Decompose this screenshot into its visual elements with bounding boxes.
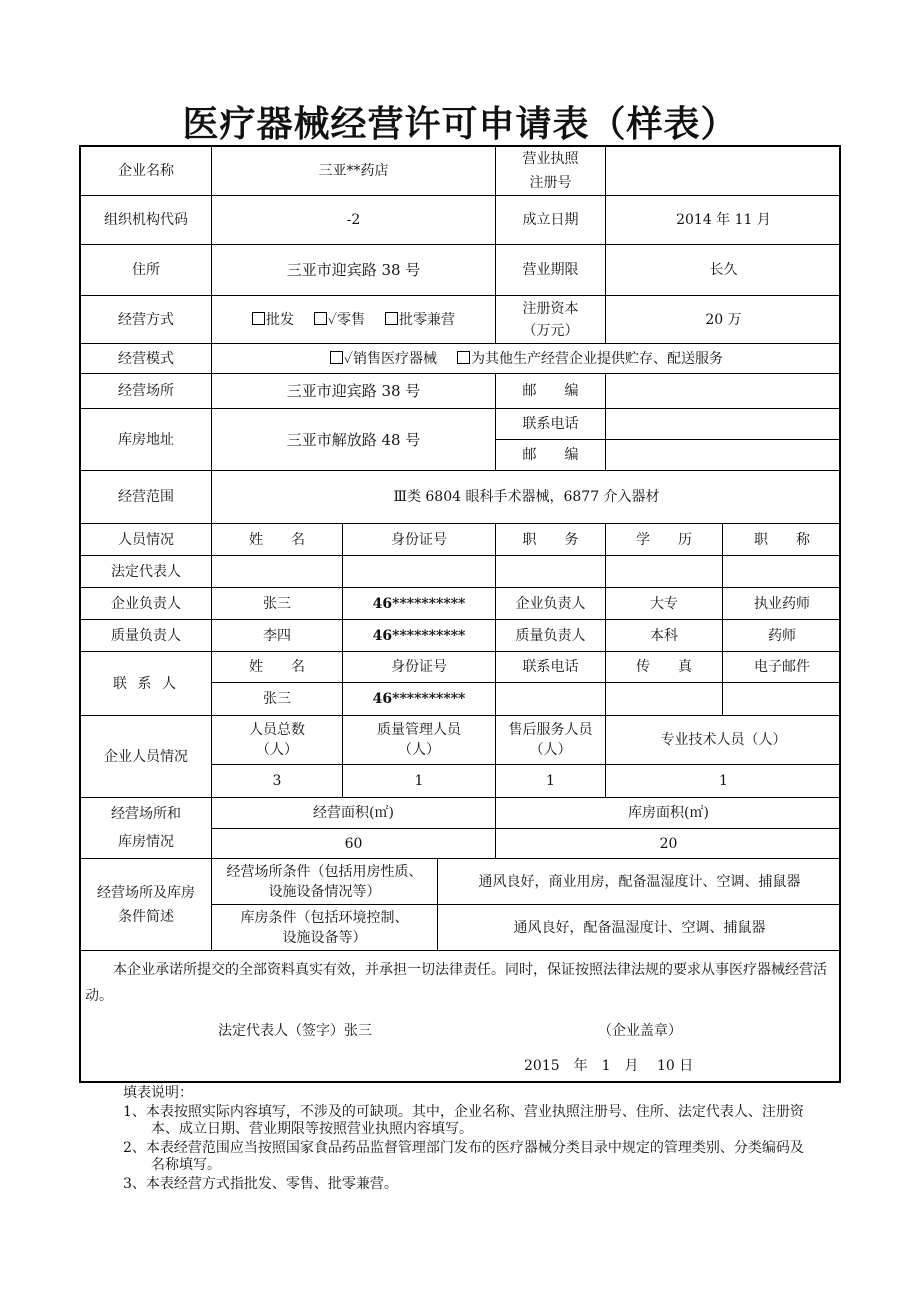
label-est-date: 成立日期 <box>496 196 606 245</box>
label-personnel: 人员情况 <box>81 524 212 556</box>
label-contact: 联 系 人 <box>81 652 212 716</box>
personnel-row-enterprise-head: 企业负责人 <box>81 588 212 620</box>
value-est-date: 2014 年 11 月 <box>606 196 841 245</box>
table-cell <box>606 556 723 588</box>
value-warehouse-postcode <box>606 440 841 471</box>
table-cell: 药师 <box>723 620 841 652</box>
area-header-business: 经营面积(㎡) <box>212 798 496 829</box>
table-cell <box>723 683 841 716</box>
personnel-header-id: 身份证号 <box>343 524 496 556</box>
label-scope: 经营范围 <box>81 471 212 524</box>
label-warehouse-postcode: 邮 编 <box>496 440 606 471</box>
staff-header-total: 人员总数 （人） <box>212 716 343 765</box>
table-cell: 46********** <box>343 588 496 620</box>
staff-value-quality: 1 <box>343 765 496 798</box>
staff-header-aftersales: 售后服务人员 （人） <box>496 716 606 765</box>
label-warehouse: 库房地址 <box>81 409 212 471</box>
label-premises: 经营场所 <box>81 374 212 409</box>
checkbox-icon <box>457 351 470 364</box>
table-cell: 46********** <box>343 620 496 652</box>
checkbox-icon <box>314 312 327 325</box>
application-form-table <box>79 145 841 1083</box>
value-premises-postcode <box>606 374 841 409</box>
condition-label-warehouse: 库房条件（包括环境控制、 设施设备等） <box>212 905 438 951</box>
checkbox-icon <box>330 351 343 364</box>
table-cell: 李四 <box>212 620 343 652</box>
staff-value-aftersales: 1 <box>496 765 606 798</box>
form-title: 医疗器械经营许可申请表（样表） <box>182 104 738 145</box>
personnel-header-position: 职 务 <box>496 524 606 556</box>
table-cell <box>496 556 606 588</box>
value-scope: Ⅲ类 6804 眼科手术器械，6877 介入器材 <box>212 471 841 524</box>
model-option-sales[interactable]: ✓销售医疗器械 <box>330 349 437 369</box>
table-cell: 大专 <box>606 588 723 620</box>
value-warehouse-phone <box>606 409 841 440</box>
checkbox-icon <box>385 312 398 325</box>
table-cell <box>606 683 723 716</box>
value-org-code: -2 <box>212 196 496 245</box>
condition-label-premises: 经营场所条件（包括用房性质、 设施设备情况等） <box>212 859 438 905</box>
contact-header-name: 姓 名 <box>212 652 343 683</box>
personnel-header-name: 姓 名 <box>212 524 343 556</box>
area-value-business: 60 <box>212 829 496 859</box>
contact-header-fax: 传 真 <box>606 652 723 683</box>
mode-options <box>212 296 496 344</box>
label-company-name: 企业名称 <box>81 147 212 196</box>
label-address: 住所 <box>81 245 212 296</box>
label-mode: 经营方式 <box>81 296 212 344</box>
label-org-code: 组织机构代码 <box>81 196 212 245</box>
table-cell: 张三 <box>212 588 343 620</box>
table-cell: 本科 <box>606 620 723 652</box>
contact-header-email: 电子邮件 <box>723 652 841 683</box>
label-conditions-section: 经营场所及库房 条件简述 <box>81 859 212 951</box>
mode-option-wholesale[interactable]: 批发 <box>252 310 294 330</box>
declaration-text: 本企业承诺所提交的全部资料真实有效，并承担一切法律责任。同时，保证按照法律法规的要求从事医疗器械经营活动。 <box>85 962 827 1004</box>
condition-value-premises: 通风良好，商业用房，配备温湿度计、空调、捕鼠器 <box>438 859 841 905</box>
value-reg-capital: 20 万 <box>606 296 841 344</box>
label-license-no: 营业执照 注册号 <box>496 147 606 196</box>
table-cell: 执业药师 <box>723 588 841 620</box>
area-header-warehouse: 库房面积(㎡) <box>496 798 841 829</box>
label-area-section: 经营场所和 库房情况 <box>81 798 212 859</box>
note-item: 2、本表经营范围应当按照国家食品药品监督管理部门发布的医疗器械分类目录中规定的管理类别、分类编码及名称填写。 <box>123 1140 804 1173</box>
staff-header-quality: 质量管理人员 （人） <box>343 716 496 765</box>
contact-header-id: 身份证号 <box>343 652 496 683</box>
contact-header-phone: 联系电话 <box>496 652 606 683</box>
label-reg-capital: 注册资本 （万元） <box>496 296 606 344</box>
mode-option-retail[interactable]: ✓零售 <box>314 310 365 330</box>
note-item: 1、本表按照实际内容填写，不涉及的可缺项。其中，企业名称、营业执照注册号、住所、法定代表人、注册资本、成立日期、营业期限等按照营业执照内容填写。 <box>123 1104 804 1137</box>
note-item: 3、本表经营方式指批发、零售、批零兼营。 <box>123 1176 398 1192</box>
filling-notes <box>123 1085 813 1195</box>
company-seal: （企业盖章） <box>598 1023 682 1039</box>
table-cell: 企业负责人 <box>496 588 606 620</box>
label-staff: 企业人员情况 <box>81 716 212 798</box>
table-cell <box>343 556 496 588</box>
condition-value-warehouse: 通风良好，配备温湿度计、空调、捕鼠器 <box>438 905 841 951</box>
label-model: 经营模式 <box>81 344 212 374</box>
value-license-no <box>606 147 841 196</box>
check-mark-icon: ✓ <box>327 311 338 328</box>
value-premises: 三亚市迎宾路 38 号 <box>212 374 496 409</box>
table-cell: 张三 <box>212 683 343 716</box>
checkbox-icon <box>252 312 265 325</box>
label-warehouse-phone: 联系电话 <box>496 409 606 440</box>
value-address: 三亚市迎宾路 38 号 <box>212 245 496 296</box>
table-cell <box>723 556 841 588</box>
personnel-row-quality-head: 质量负责人 <box>81 620 212 652</box>
personnel-header-education: 学 历 <box>606 524 723 556</box>
mode-option-both[interactable]: 批零兼营 <box>385 310 455 330</box>
legal-rep-signature: 法定代表人（签字）张三 <box>218 1023 372 1039</box>
notes-title: 填表说明： <box>123 1085 193 1101</box>
table-cell: 46********** <box>343 683 496 716</box>
value-company-name: 三亚**药店 <box>212 147 496 196</box>
table-cell <box>212 556 343 588</box>
area-value-warehouse: 20 <box>496 829 841 859</box>
signature-date: 2015 年 1 月 10 日 <box>524 1058 694 1074</box>
table-cell <box>496 683 606 716</box>
table-cell: 质量负责人 <box>496 620 606 652</box>
personnel-header-title: 职 称 <box>723 524 841 556</box>
value-term: 长久 <box>606 245 841 296</box>
personnel-row-legal-rep: 法定代表人 <box>81 556 212 588</box>
staff-header-technical: 专业技术人员（人） <box>606 716 841 765</box>
model-options <box>212 344 841 374</box>
label-term: 营业期限 <box>496 245 606 296</box>
label-premises-postcode: 邮 编 <box>496 374 606 409</box>
model-option-storage[interactable]: 为其他生产经营企业提供贮存、配送服务 <box>457 349 723 369</box>
value-warehouse: 三亚市解放路 48 号 <box>212 409 496 471</box>
check-mark-icon: ✓ <box>343 350 354 367</box>
staff-value-total: 3 <box>212 765 343 798</box>
staff-value-technical: 1 <box>606 765 841 798</box>
